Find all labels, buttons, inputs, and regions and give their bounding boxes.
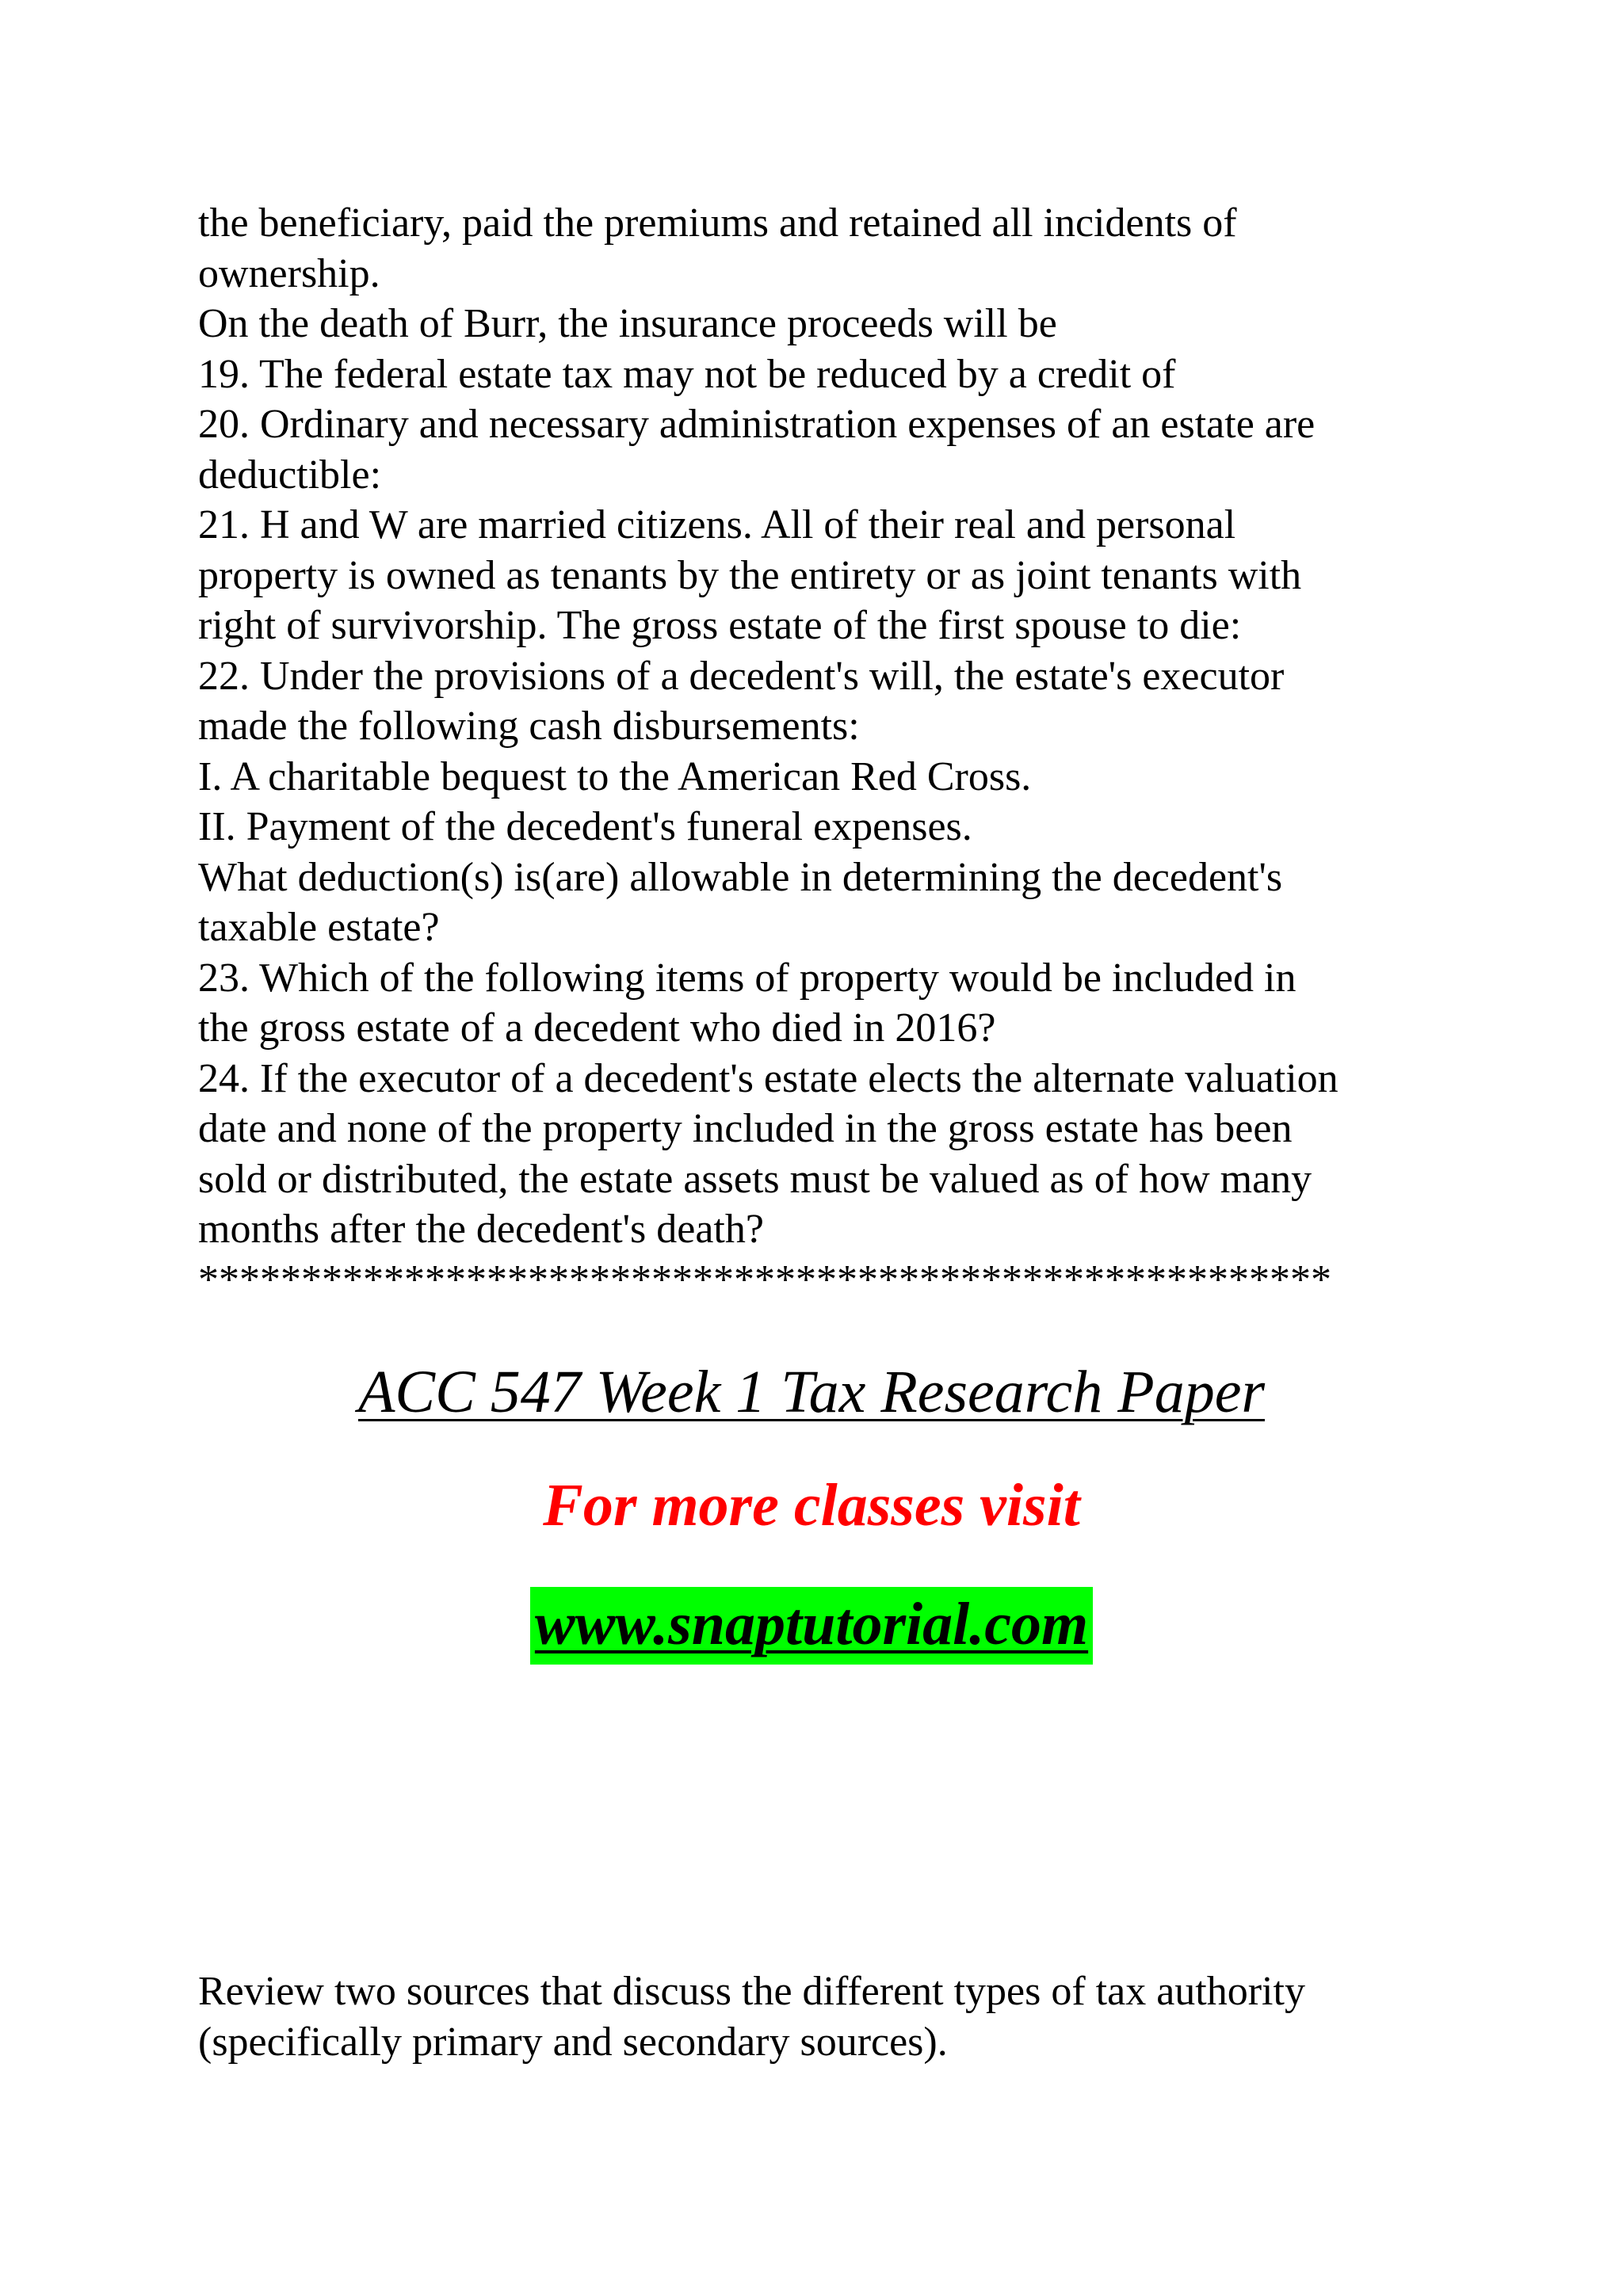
site-link-container — [0, 1587, 1623, 1665]
question-24: 24. If the executor of a decedent's estate elects the alternate valuation — [198, 1055, 1338, 1101]
body-line: right of survivorship. The gross estate of the first spouse to die: — [198, 603, 1242, 648]
body-line: ownership. — [198, 250, 380, 296]
body-line: taxable estate? — [198, 905, 440, 950]
promo-text: For more classes visit — [543, 1472, 1080, 1539]
body-line: property is owned as tenants by the entirety or as joint tenants with — [198, 552, 1302, 598]
body-line: On the death of Burr, the insurance proceeds will be — [198, 301, 1057, 346]
body-line: deductible: — [198, 452, 382, 498]
site-link[interactable]: www.snaptutorial.com — [530, 1587, 1093, 1665]
question-20: 20. Ordinary and necessary administration expenses of an estate are — [198, 402, 1316, 447]
body-line: II. Payment of the decedent's funeral expenses. — [198, 804, 972, 849]
course-title: ACC 547 Week 1 Tax Research Paper — [357, 1359, 1266, 1425]
question-22: 22. Under the provisions of a decedent's will, the estate's executor — [198, 653, 1285, 699]
question-19: 19. The federal estate tax may not be reduced by a credit of — [198, 351, 1176, 397]
footer-line: Review two sources that discuss the different types of tax authority — [198, 1969, 1305, 2014]
body-line: I. A charitable bequest to the American Red Cross. — [198, 753, 1032, 799]
assignment-description — [198, 1966, 1434, 2067]
body-line: sold or distributed, the estate assets must be valued as of how many — [198, 1156, 1312, 1202]
body-line: made the following cash disbursements: — [198, 704, 860, 749]
question-text-block — [198, 198, 1434, 1305]
asterisk-divider: ******************************************************* — [198, 1257, 1331, 1302]
body-line: What deduction(s) is(are) allowable in determining the decedent's — [198, 854, 1283, 900]
question-23: 23. Which of the following items of property would be included in — [198, 955, 1296, 1001]
body-line: the gross estate of a decedent who died in 2016? — [198, 1005, 996, 1051]
body-line: the beneficiary, paid the premiums and retained all incidents of — [198, 200, 1237, 246]
body-line: date and none of the property included in the gross estate has been — [198, 1106, 1293, 1151]
body-line: months after the decedent's death? — [198, 1207, 764, 1252]
footer-line: (specifically primary and secondary sources). — [198, 2019, 948, 2065]
question-21: 21. H and W are married citizens. All of their real and personal — [198, 502, 1236, 547]
